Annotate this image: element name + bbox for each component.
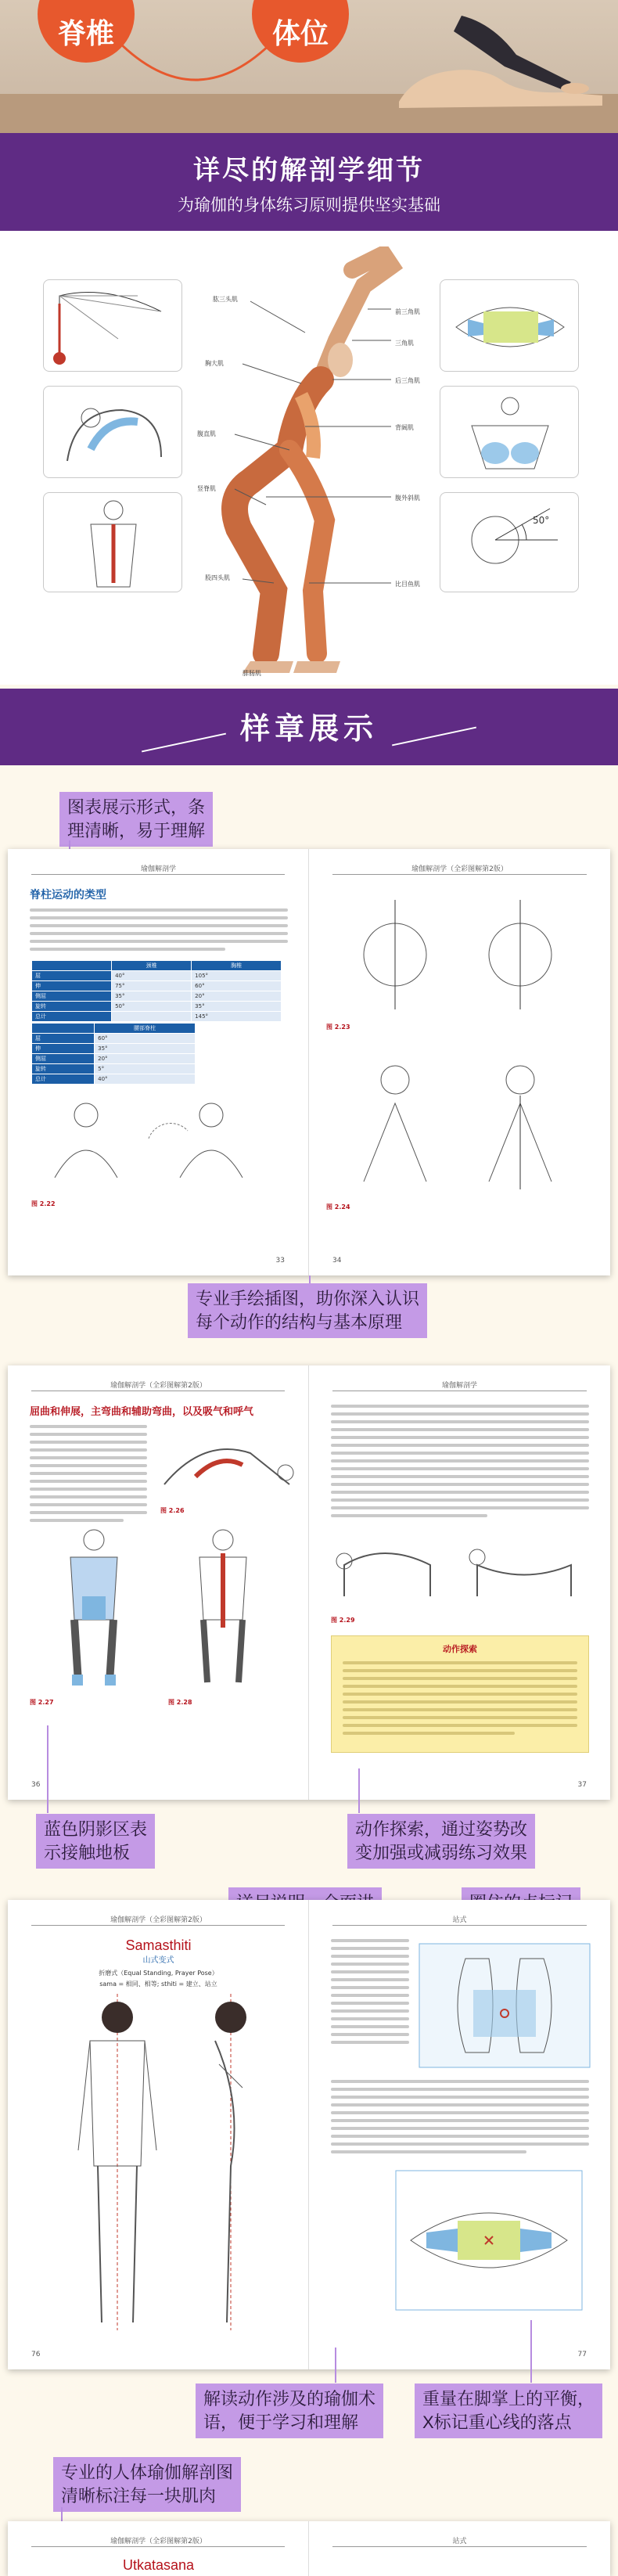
rom-table-1: 颈椎 胸椎 屈 40° 105° 伸 75° 60° 侧屈 35° 20° 旋转 50° 35° 总计 145° [31,960,282,1022]
panel-pelvis [440,386,579,478]
pose-english-name: 折磨式（Equal Standing, Prayer Pose） [99,1970,218,1977]
label-erector-spinae: 竖脊肌 [197,485,216,492]
callout4-leader [358,1768,360,1813]
spread2-right-page [309,1365,610,1800]
intro-subtitle: 为瑜伽的身体练习原则提供坚实基础 [178,196,440,214]
spine-rotation-sketch [31,1092,289,1193]
cat-cow-sketch [329,1526,595,1612]
spread1-caption-left: 图 2.22 [31,1200,56,1207]
explore-title: 动作探索 [443,1644,477,1654]
callout8-leader [530,2320,532,2383]
label-soleus: 比目鱼肌 [395,581,420,588]
spread3-left-page [8,1900,309,2369]
callout-pose-explore: 动作探索，通过姿势改 变加强或减弱练习效果 [347,1814,535,1869]
shoulder-top-sketch [440,280,580,372]
spread1-caption-right-bottom: 图 2.24 [326,1203,350,1211]
label-anterior-deltoid: 前三角肌 [395,308,420,315]
label-posterior-deltoid: 后三角肌 [395,377,420,384]
pose-subtitle: 山式变式 [142,1956,174,1965]
standing-front-figure [31,1994,289,2338]
pose-sanskrit: sama = 相同、相等; sthiti = 建立、站立 [99,1981,217,1988]
explore-box [331,1635,589,1753]
angle-label: 50° [533,515,550,526]
label-deltoid: 三角肌 [395,340,414,347]
spread1-runhead-left: 瑜伽解剖学 [140,865,176,873]
label-latissimus: 背阔肌 [395,424,414,431]
spread4-runhead-left: 瑜伽解剖学（全彩图解第2版） [110,2538,207,2545]
sample-spread-2 [8,1365,610,1800]
label-quadriceps: 股四头肌 [205,574,230,581]
label-gastrocnemius: 腓肠肌 [243,670,261,677]
spread3-page-left: 76 [31,2351,41,2358]
spine-label: 脊椎 [57,16,114,49]
callout-chart-format: 图表展示形式，条 理清晰，易于理解 [59,792,213,847]
spread4-right-page [309,2521,610,2576]
panel-shoulder-top [440,279,579,372]
angle-sketch [440,493,580,593]
spread3-page-right: 77 [577,2351,587,2358]
panel-angle [440,492,579,592]
spread1-right-page [309,849,610,1275]
spine-side-bend-sketch [325,884,595,1017]
blue-contact-figure [39,1526,149,1690]
callout3-leader [47,1725,49,1813]
spread1-page-right: 34 [332,1257,342,1265]
spread3-right-page [309,1900,610,2369]
feet-footprint-sketch [419,1943,591,2068]
spread2-runhead-right: 瑜伽解剖学 [441,1382,477,1390]
spine-back-figure [168,1526,278,1690]
spread4-left-page [8,2521,309,2576]
spread2-heading: 屈曲和伸展，主弯曲和辅助弯曲，以及吸气和呼气 [30,1405,254,1417]
spread2-caption-1: 图 2.26 [160,1507,185,1514]
label-pectoralis: 胸大肌 [205,360,224,367]
label-external-oblique: 腹外斜肌 [395,495,420,502]
spread2-caption-2: 图 2.27 [30,1699,54,1706]
hero-banner [0,0,618,133]
callout7-leader [335,2348,336,2383]
anatomy-section [0,231,618,685]
callout-anatomy-charts: 专业的人体瑜伽解剖图 清晰标注每一块肌肉 [53,2457,241,2512]
spread2-caption-4: 图 2.29 [331,1617,355,1624]
spread4-runhead-right: 站式 [452,2538,467,2545]
spread2-caption-3: 图 2.28 [168,1699,192,1706]
reclining-figure-sketch [156,1430,297,1500]
label-rectus-abdominis: 腹直肌 [197,430,216,437]
sample-spread-3 [8,1900,610,2369]
spread1-caption-right-top: 图 2.23 [326,1024,350,1031]
label-triceps: 肱三头肌 [213,296,238,303]
spread1-runhead-right: 瑜伽解剖学（全彩图解第2版） [411,865,508,873]
spread2-runhead-left: 瑜伽解剖学（全彩图解第2版） [110,1382,207,1390]
sample-spread-1 [8,849,610,1275]
pelvis-sketch [440,387,580,479]
callout-foot-balance: 重量在脚掌上的平衡， X标记重心线的落点 [415,2384,602,2438]
callout-yoga-terms: 解读动作涉及的瑜伽术 语，便于学习和理解 [196,2384,383,2438]
spread3-runhead-right: 站式 [452,1916,467,1924]
pose-label: 体位 [271,16,329,49]
spread2-page-left: 36 [31,1781,41,1789]
intro-title: 详尽的解剖学细节 [193,156,425,185]
circle-connector [110,33,282,103]
sample-spread-4 [8,2521,610,2576]
spread1-page-left: 33 [275,1257,285,1265]
spread1-heading: 脊柱运动的类型 [30,888,106,901]
callout-blue-shading: 蓝色阴影区表 示接触地板 [36,1814,155,1869]
spread2-page-right: 37 [577,1781,587,1789]
spine-twist-sketch [325,1049,595,1197]
spread4-title: Utkatasana [122,2557,195,2573]
spread2-left-page [8,1365,309,1800]
foot-balance-sketch [395,2170,583,2311]
spread1-left-page [8,849,309,1275]
yoga-figure-photo [368,0,618,110]
rom-table-2: 腰部脊柱 屈 60° 伸 35° 侧屈 20° 旋转 5° 总计 40° [31,1023,196,1085]
spread3-runhead-left: 瑜伽解剖学（全彩图解第2版） [110,1916,207,1924]
samples-title: 样章展示 [239,713,378,746]
callout-illustrations: 专业手绘插图，助你深入认识 每个动作的结构与基本原理 [188,1283,427,1338]
pose-title: Samasthiti [125,1937,192,1953]
